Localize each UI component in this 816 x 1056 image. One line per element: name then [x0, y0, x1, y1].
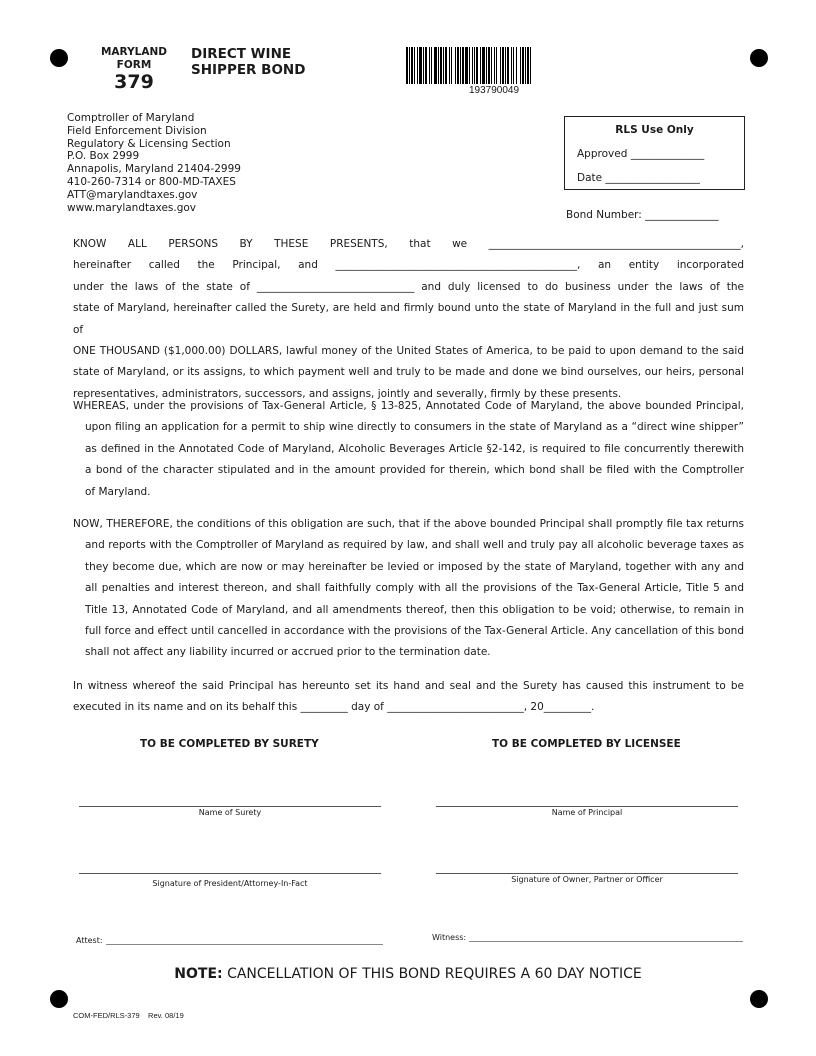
note-label: NOTE: [174, 966, 223, 982]
barcode-bar [530, 47, 531, 84]
cancellation-note [0, 966, 816, 982]
attest-line[interactable] [106, 944, 383, 945]
barcode-bar [417, 47, 418, 84]
barcode-bar [445, 47, 447, 84]
form-state-label [96, 46, 172, 72]
note-text: CANCELLATION OF THIS BOND REQUIRES A 60 DAY NOTICE [227, 966, 642, 982]
rls-use-only-box [564, 116, 745, 190]
surety-name-caption: Name of Surety [198, 808, 262, 817]
paragraph-line: representatives, administrators, successors, and assigns, jointly and severally, firmly by these presents. [73, 387, 622, 400]
paragraph-line: of Maryland. [85, 485, 151, 498]
paragraph-line: NOW, THEREFORE, the conditions of this obligation are such, that if the above bounded Principal shall promptly file tax returns [73, 518, 744, 530]
form-title-line1: DIRECT WINE [191, 46, 292, 62]
surety-name-line[interactable] [79, 806, 381, 807]
form-title [191, 46, 305, 78]
know-all-persons-paragraph [73, 234, 744, 405]
barcode-bar [480, 47, 481, 84]
barcode-bar [500, 47, 501, 84]
paragraph-line: all penalties and interest thereon, and shall faithfully comply with all the provisions of the Tax-General Article, Title 5 and [85, 582, 744, 595]
website-link[interactable]: www.marylandtaxes.gov [67, 201, 197, 214]
address-line: 410-260-7314 or 800-MD-TAXES [67, 175, 236, 188]
form-number: 379 [114, 71, 154, 93]
paragraph-line: state of Maryland, or its assigns, to which payment well and truly to be made and done we bind ourselves, our heirs, personal [73, 366, 744, 379]
date-field[interactable]: Date __________________ [577, 172, 700, 184]
barcode-bar [511, 47, 512, 84]
president-signature-caption: Signature of President/Attorney-In-Fact [152, 879, 308, 888]
in-witness-paragraph [73, 676, 744, 719]
whereas-paragraph [73, 396, 744, 503]
barcode-bar [455, 47, 456, 84]
bond-number-field[interactable]: Bond Number: ______________ [566, 209, 719, 221]
surety-section-heading: TO BE COMPLETED BY SURETY [140, 738, 319, 750]
approved-field[interactable]: Approved ______________ [577, 148, 705, 160]
barcode-bar [507, 47, 509, 84]
paragraph-line: KNOW ALL PERSONS BY THESE PRESENTS, that we ________________________________________________, [73, 238, 744, 250]
barcode-bar [488, 47, 490, 84]
paragraph-line: upon filing an application for a permit to ship wine directly to consumers in the state of Maryland as a “direct wine shipper” [85, 421, 744, 434]
president-signature-line[interactable] [79, 873, 381, 874]
owner-signature-caption: Signature of Owner, Partner or Officer [511, 875, 663, 884]
paragraph-line: a bond of the character stipulated and in the amount provided for therein, which bond shall be filed with the Comptroller [85, 464, 744, 477]
barcode-bar [438, 47, 439, 84]
barcode-bar [472, 47, 473, 84]
paragraph-line: shall not affect any liability incurred or accrued prior to the termination date. [85, 646, 491, 659]
barcode-bar [486, 47, 487, 84]
barcode-bar [443, 47, 444, 84]
barcode-bar [429, 47, 430, 84]
barcode-bar [491, 47, 492, 84]
barcode-bar [419, 47, 422, 84]
witness-line[interactable] [469, 941, 743, 942]
barcode-bar [406, 47, 408, 84]
barcode-bar [476, 47, 478, 84]
punch-hole-top-right [750, 49, 768, 67]
punch-hole-bottom-left [50, 990, 68, 1008]
barcode [406, 47, 582, 84]
barcode-bar [494, 47, 495, 84]
address-line: Comptroller of Maryland [67, 112, 195, 124]
barcode-bar [425, 47, 427, 84]
barcode-bar [474, 47, 475, 84]
paragraph-line: ONE THOUSAND ($1,000.00) DOLLARS, lawful money of the United States of America, to be paid to upon demand to the said [73, 345, 744, 358]
form-footer [73, 1011, 184, 1020]
paragraph-line: and reports with the Comptroller of Maryland as required by law, and shall well and truly pay all alcoholic beverage taxes as [85, 539, 744, 552]
barcode-bar [516, 47, 517, 84]
form-title-line2: SHIPPER BOND [191, 62, 306, 78]
paragraph-line: executed in its name and on its behalf this _________ day of __________________________, 20_________. [73, 701, 595, 714]
barcode-bar [505, 47, 506, 84]
barcode-bar [460, 47, 461, 84]
rls-box-title: RLS Use Only [615, 124, 694, 136]
paragraph-line: as defined in the Annotated Code of Maryland, Alcoholic Beverages Article §2-142, is required to file concurrently therewith [85, 442, 744, 455]
address-line: Annapolis, Maryland 21404-2999 [67, 163, 241, 176]
barcode-bar [469, 47, 470, 84]
barcode-bar [462, 47, 464, 84]
paragraph-line: they become due, which are now or may hereinafter be levied or imposed by the state of Maryland, together with any and [85, 560, 744, 573]
barcode-bar [496, 47, 497, 84]
barcode-bar [482, 47, 485, 84]
address-line: Field Enforcement Division [67, 124, 207, 137]
state-name: MARYLAND [100, 46, 167, 58]
barcode-bar [525, 47, 526, 84]
barcode-number: 193790049 [468, 85, 520, 96]
barcode-bar [457, 47, 459, 84]
paragraph-line: full force and effect until cancelled in accordance with the provisions of the Tax-General Article. Any cancellation of this bond [85, 625, 744, 638]
barcode-bar [451, 47, 452, 84]
attest-label: Attest: [76, 936, 103, 945]
witness-label: Witness: [432, 933, 467, 942]
now-therefore-paragraph [73, 514, 744, 664]
paragraph-line: under the laws of the state of ______________________________ and duly licensed to do business under the laws of the [73, 280, 744, 293]
barcode-bar [411, 47, 413, 84]
barcode-bar [431, 47, 432, 84]
punch-hole-bottom-right [750, 990, 768, 1008]
barcode-bar [414, 47, 415, 84]
address-line: P.O. Box 2999 [67, 150, 140, 163]
barcode-bar [527, 47, 529, 84]
barcode-bar [409, 47, 410, 84]
barcode-bar [449, 47, 450, 84]
form-label: FORM [116, 59, 152, 71]
paragraph-line: In witness whereof the said Principal has hereunto set its hand and seal and the Surety has caused this instrument to be [73, 680, 744, 692]
comptroller-address [67, 112, 241, 214]
barcode-bar [522, 47, 524, 84]
licensee-section-heading: TO BE COMPLETED BY LICENSEE [492, 738, 681, 750]
barcode-bar [434, 47, 437, 84]
paragraph-line: WHEREAS, under the provisions of Tax-General Article, § 13-825, Annotated Code of Maryland, the above bounded Principal, [73, 400, 744, 412]
owner-signature-line[interactable] [436, 873, 738, 874]
barcode-bar [465, 47, 468, 84]
paragraph-line: state of Maryland, hereinafter called the Surety, are held and firmly bound unto the state of Maryland in the full and just sum of [73, 302, 744, 336]
address-line: Regulatory & Licensing Section [67, 137, 231, 150]
principal-name-caption: Name of Principal [551, 808, 623, 817]
paragraph-line: hereinafter called the Principal, and ______________________________________________, an entity incorporated [73, 259, 744, 272]
form-code: COM-FED/RLS-379 [73, 1011, 140, 1020]
principal-name-line[interactable] [436, 806, 738, 807]
paragraph-line: Title 13, Annotated Code of Maryland, and all amendments thereof, then this obligation to be void; otherwise, to remain in [85, 603, 744, 616]
barcode-bar [502, 47, 504, 84]
barcode-bar [513, 47, 514, 84]
barcode-bar [520, 47, 521, 84]
email-link[interactable]: ATT@marylandtaxes.gov [67, 188, 198, 201]
punch-hole-top-left [50, 49, 68, 67]
barcode-bar [440, 47, 442, 84]
form-revision: Rev. 08/19 [148, 1011, 184, 1020]
barcode-bar [423, 47, 424, 84]
